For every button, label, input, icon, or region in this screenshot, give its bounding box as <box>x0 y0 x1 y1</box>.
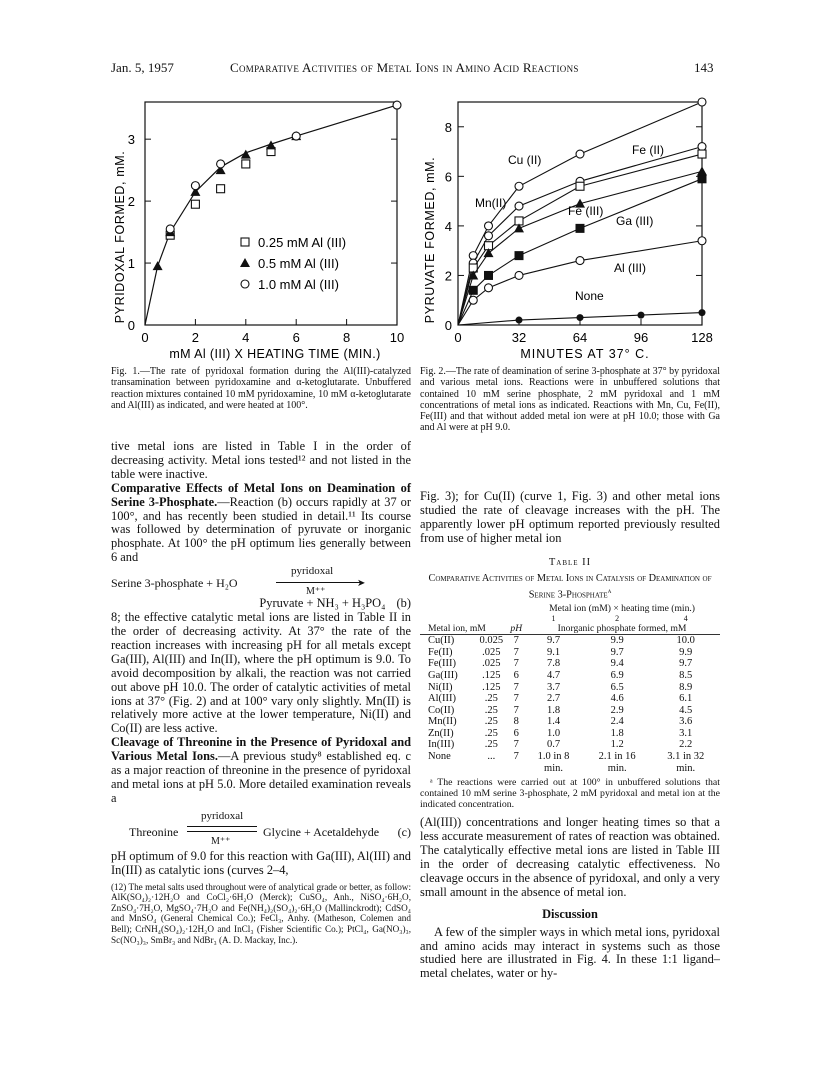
y-tick-label: 1 <box>127 256 135 272</box>
data-point <box>485 222 493 230</box>
table-cell: Co(II) <box>428 704 455 716</box>
data-table <box>420 603 720 774</box>
table-cell: 9.7 <box>679 658 693 670</box>
table-cell: ... <box>487 751 496 763</box>
data-point <box>217 185 225 193</box>
data-point <box>191 200 199 208</box>
table-cell <box>474 763 508 775</box>
paragraph: tive metal ions are listed in Table I in the order of decreasing activity. Metal ions tested¹² and not listed in the table were inactive. <box>111 439 411 481</box>
fig2-xlabel: MINUTES AT 37° C. <box>520 347 650 361</box>
table-cell: 2.1 in 16 <box>598 751 636 763</box>
curve-label: Mn(II) <box>475 196 507 210</box>
table-cell: .25 <box>484 739 498 751</box>
data-point <box>485 232 493 240</box>
table-cell: 1.8 <box>610 727 624 739</box>
table-cell: 9.4 <box>610 658 624 670</box>
table-subhead: 1 <box>551 613 556 623</box>
legend-marker <box>241 280 249 288</box>
table-cell: 6 <box>513 727 519 739</box>
right-column <box>420 490 720 981</box>
table-cell: 1.8 <box>546 704 561 716</box>
data-point <box>576 150 584 158</box>
table-cell: .25 <box>484 704 498 716</box>
page-number: 143 <box>694 60 714 75</box>
table-cell: 6 <box>513 669 519 681</box>
running-date: Jan. 5, 1957 <box>111 60 174 75</box>
table-cell: 2.7 <box>546 693 561 705</box>
data-point <box>576 182 584 190</box>
curve-label: Cu (II) <box>508 153 542 167</box>
footnote: (12) The metal salts used throughout were of analytical grade or better, as follow: AlK(SO₄)₂·12H₂O and CoCl₂·6H₂O (Merck); CuSO₄, Anh., NiSO₄·6H₂O, ZnSO₄·7H₂O, MgSO₄·7H₂O and Fe(NH₄)₂(SO₄)₂·6H₂O (Mallinckrodt); CdSO₄ and MnSO₄ (General Chemical Co.); FeCl₃, Anhy. (Matheson, Colemen and Bell); CrNH₄(SO₄)₂·12H₂O and InCl₃ (Fisher Scientific Co.); PtCl₄, Ga(NO₃)₃, Sc(NO₃)₃, SmBr₃ and NdBr₃ (A. D. Mackay, Inc.). <box>111 881 411 945</box>
curve-label: None <box>575 289 604 303</box>
table-cell: 9.7 <box>610 646 624 658</box>
data-point <box>516 317 523 324</box>
table-cell: 2.9 <box>610 704 624 716</box>
table-cell: None <box>428 751 451 763</box>
equation-catalyst: pyridoxal <box>201 809 244 822</box>
table-row <box>420 705 720 717</box>
curve-label: Al (III) <box>614 261 646 275</box>
table-cell: 7.8 <box>546 658 561 670</box>
data-point <box>166 225 174 233</box>
data-point <box>292 132 300 140</box>
equation-left: Threonine <box>129 824 179 839</box>
table-cell: 3.7 <box>546 681 561 693</box>
table-label: Table II <box>548 556 592 568</box>
table-cell: 10.0 <box>676 635 695 647</box>
table-cell: 4.7 <box>546 669 561 681</box>
table-cell: 7 <box>513 751 519 763</box>
paragraph: (Al(III)) concentrations and longer heating times so that a less accurate measurement of rates of reaction was obtained. The catalytically effective metal ions are listed in Table III in the order of decreasing catalytic effectiveness. No cleavage occurs in the absence of pyridoxal, and only a very small amount in the absence of metal ion. <box>420 815 720 899</box>
table-cell: min. <box>676 762 696 774</box>
data-point <box>576 224 584 232</box>
table-cell: .125 <box>482 681 501 693</box>
data-point <box>191 182 199 190</box>
equation-metal: M⁺⁺ <box>306 586 326 598</box>
table-cell: Al(III) <box>428 693 456 705</box>
table-cell: 2.2 <box>679 739 693 751</box>
running-title: Comparative Activities of Metal Ions in Amino Acid Reactions <box>230 60 579 75</box>
table-cell <box>420 763 474 775</box>
table-cell: 8.5 <box>679 669 693 681</box>
table-cell: .25 <box>484 716 498 728</box>
table-cell: 1.0 in 8 <box>537 751 570 763</box>
table-cell: .25 <box>484 693 498 705</box>
table-row <box>420 763 720 775</box>
legend-label: 0.5 mM Al (III) <box>258 256 339 271</box>
data-point <box>217 160 225 168</box>
table-cell: .025 <box>482 658 501 670</box>
table-cell: 0.025 <box>479 635 504 647</box>
table-title: Comparative Activities of Metal Ions in Catalysis of Deamination of Serine 3-Phosphate$^a$ <box>428 572 712 600</box>
data-point <box>485 284 493 292</box>
table-cell: Ga(III) <box>428 669 458 681</box>
figure-1-caption: Fig. 1.—The rate of pyridoxal formation during the Al(III)-catalyzed transamination between pyridoxamine and α-ketoglutarate. Unbuffered reaction mixtures contained 10 mM pyridoxamine, 10 mM α-ketoglutarate and Al(III) as indicated, and were heated at 100°. <box>111 366 411 411</box>
table-cell: In(III) <box>428 739 455 751</box>
x-tick-label: 32 <box>511 330 527 345</box>
table-cell: 7 <box>513 658 519 670</box>
data-point <box>638 312 645 319</box>
table-row <box>420 739 720 751</box>
y-tick-label: 4 <box>444 218 452 234</box>
section-heading: Comparative Effects of Metal Ions on Deamination of Serine 3-Phosphate. <box>111 480 411 509</box>
table-cell: .25 <box>484 727 498 739</box>
y-tick-label: 3 <box>127 132 135 148</box>
legend-marker <box>240 258 250 267</box>
table-cell: 6.9 <box>610 669 624 681</box>
equation-metal: M⁺⁺ <box>211 835 231 847</box>
legend-marker <box>241 238 249 246</box>
paragraph: A few of the simpler ways in which metal ions, pyridoxal and amino acids may interact in systems such as those studied here are illustrated in Fig. 4. In these 1:1 ligand–metal chelates, water or hy- <box>420 924 720 981</box>
section-heading: Cleavage of Threonine in the Presence of Pyridoxal and Various Metal Ions. <box>111 735 411 764</box>
figure-1-chart <box>100 92 420 362</box>
equation-right: Glycine + Acetaldehyde <box>263 824 380 839</box>
table-cell: 3.1 <box>679 727 693 739</box>
y-tick-label: 2 <box>444 268 452 284</box>
x-tick-label: 8 <box>342 330 351 345</box>
table-col-header: Inorganic phosphate formed, mM <box>557 622 687 634</box>
data-point <box>153 261 163 270</box>
table-cell: 3.6 <box>679 716 693 728</box>
table-cell: Fe(II) <box>428 646 453 658</box>
paragraph: —A previous study⁸ established eq. c as a major reaction of threonine in the presence of pyridoxal and metal ions at pH 5.0. More detailed examination reveals a <box>111 749 411 805</box>
arrow-head-icon: ➤ <box>357 578 366 590</box>
table-cell: 9.9 <box>610 635 624 647</box>
table-row <box>420 635 720 647</box>
data-point <box>698 143 706 151</box>
x-tick-label: 0 <box>141 330 149 345</box>
y-tick-label: 6 <box>444 169 452 185</box>
data-point <box>699 309 706 316</box>
table-row <box>420 658 720 670</box>
fig1-ylabel: PYRIDOXAL FORMED, mM. <box>113 150 127 324</box>
figure-1-plot-area <box>128 101 404 345</box>
table-cell: 9.9 <box>679 646 693 658</box>
y-tick-label: 8 <box>444 119 452 135</box>
data-point <box>576 257 584 265</box>
equation-b-products <box>111 597 411 611</box>
table-cell: 8.9 <box>679 681 693 693</box>
table-row <box>420 716 720 728</box>
table-cell: 6.1 <box>679 693 693 705</box>
table-cell: 6.5 <box>610 681 624 693</box>
reaction-arrow <box>276 582 361 583</box>
table-cell: 7 <box>513 646 519 658</box>
data-point <box>469 296 477 304</box>
equation-right: Pyruvate + NH₃ + H₃PO₄ <box>259 596 386 611</box>
table-cell: Mn(II) <box>428 716 457 728</box>
data-point <box>485 271 493 279</box>
table-cell: 2.4 <box>610 716 624 728</box>
data-point <box>515 182 523 190</box>
table-row <box>420 693 720 705</box>
x-tick-label: 4 <box>242 330 250 345</box>
table-col-header: Metal ion, mM <box>428 622 486 634</box>
table-cell: 9.7 <box>546 635 561 647</box>
series-line <box>458 241 702 325</box>
curve-label: Fe (II) <box>632 143 664 157</box>
data-point <box>515 271 523 279</box>
y-tick-label: 2 <box>127 194 135 210</box>
table-cell: Ni(II) <box>428 681 453 693</box>
equation-c <box>111 810 411 850</box>
fit-curve <box>145 105 397 325</box>
data-point <box>393 101 401 109</box>
data-point <box>698 237 706 245</box>
reaction-arrow-reverse <box>187 831 257 832</box>
figure-2-plot-area <box>445 98 713 345</box>
table-cell: Zn(II) <box>428 727 454 739</box>
table-cell: min. <box>544 762 564 774</box>
table-cell: 7 <box>513 681 519 693</box>
equation-catalyst: pyridoxal <box>291 565 334 578</box>
data-point <box>698 98 706 106</box>
table-row <box>420 682 720 694</box>
legend-label: 1.0 mM Al (III) <box>258 277 339 292</box>
left-column <box>111 440 411 945</box>
equation-tag: (b) <box>396 596 411 611</box>
table-cell: .125 <box>482 669 501 681</box>
table-span-header: Metal ion (mM) × heating time (min.) <box>549 602 695 614</box>
y-tick-label: 0 <box>127 318 135 333</box>
curve-label: Fe (III) <box>568 204 604 218</box>
fig2-ylabel: PYRUVATE FORMED, mM. <box>423 156 437 324</box>
table-subhead: 4 <box>683 613 688 623</box>
x-tick-label: 0 <box>454 330 462 345</box>
table-cell: 7 <box>513 635 519 647</box>
data-point <box>697 166 707 175</box>
y-tick-label: 0 <box>444 318 452 333</box>
table-cell: Fe(III) <box>428 658 456 670</box>
fig1-xlabel: mM Al (III) X HEATING TIME (MIN.) <box>169 347 381 361</box>
x-tick-label: 10 <box>389 330 405 345</box>
table-cell: 7 <box>513 693 519 705</box>
section-heading: Discussion <box>542 906 598 921</box>
table-cell: 1.2 <box>610 739 624 751</box>
data-point <box>698 175 706 183</box>
x-tick-label: 96 <box>633 330 649 345</box>
paragraph: —Reaction (b) occurs rapidly at 37 or 100°, and has recently been studied in detail.¹¹ Its course was followed by determination of pyruvate or inorganic phosphate. At 100° the pH optimum lies generally between 6 and <box>111 494 411 565</box>
table-footnote: ᵃ The reactions were carried out at 100° in unbuffered solutions that contained 10 mM serine 3-phosphate, 2 mM pyridoxal and metal ion at the indicated concentration. <box>420 777 720 811</box>
table-cell <box>508 763 524 775</box>
x-tick-label: 64 <box>572 330 588 345</box>
figure-2-chart <box>420 92 720 362</box>
table-cell: 0.7 <box>546 739 561 751</box>
paragraph: pH optimum of 9.0 for this reaction with Ga(III), Al(III) and In(III) as catalytic ions (curves 2–4, <box>111 848 411 877</box>
table-col-header: pH <box>510 622 523 634</box>
table-cell: min. <box>607 762 627 774</box>
table-cell: 7 <box>513 739 519 751</box>
data-point <box>242 160 250 168</box>
data-point <box>698 150 706 158</box>
table-cell: 4.5 <box>679 704 693 716</box>
legend-label: 0.25 mM Al (III) <box>258 235 347 250</box>
table-cell: 9.1 <box>546 646 561 658</box>
table-cell: 4.6 <box>610 693 624 705</box>
x-tick-label: 2 <box>191 330 200 345</box>
equation-tag: (c) <box>397 824 411 839</box>
table-cell: 7 <box>513 704 519 716</box>
table-cell: 1.0 <box>546 727 561 739</box>
table-row <box>420 670 720 682</box>
x-tick-label: 6 <box>292 330 300 345</box>
table-cell: Cu(II) <box>428 635 455 647</box>
curve-label: Ga (III) <box>616 214 654 228</box>
equation-left: Serine 3-phosphate + H₂O <box>111 576 238 591</box>
data-point <box>577 314 584 321</box>
paragraph: Fig. 3); for Cu(II) (curve 1, Fig. 3) and other metal ions studied the rate of cleavage increases with the pH. The apparently lower pH optimum reported previously resulted from use of higher metal ion <box>420 489 720 545</box>
table-cell: 3.1 in 32 <box>667 751 705 763</box>
table-row <box>420 728 720 740</box>
table-cell: .025 <box>482 646 501 658</box>
paragraph: 8; the effective catalytic metal ions are listed in Table II in the order of decreasing activity. At 37° the rate of the reaction increases with increasing pH for all metals except Ga(III), Al(III) and In(II), where the pH optimum is 9.0. To avoid decomposition by alkali, the reaction was not carried out above pH 10.0. The order of catalytic activities of metal ions at 37° (Fig. 2) and at 100° vary only slightly. Mn(II) is relatively more active at the lower temperature, Ni(II) and Co(II) are less active. <box>111 610 411 736</box>
x-tick-label: 128 <box>691 330 713 345</box>
data-point <box>469 286 477 294</box>
reaction-arrow-forward <box>187 826 257 827</box>
data-point <box>515 252 523 260</box>
data-point <box>515 202 523 210</box>
table-row <box>420 751 720 763</box>
table-cell: 1.4 <box>546 716 561 728</box>
figure-2-caption: Fig. 2.—The rate of deamination of serine 3-phosphate at 37° by pyridoxal and various metal ions. Reactions were in unbuffered solutions that contained 10 mM serine phosphate, 2 mM pyridoxal and 1 mM concentrations of metal ions as indicated. Reactions with Mn, Cu, Fe(II), Fe(III) and that without added metal ion were at pH 10.0; those with Ga and Al were at pH 9.0. <box>420 366 720 434</box>
table-cell: 8 <box>513 716 519 728</box>
table-row <box>420 647 720 659</box>
table-subhead: 2 <box>615 613 620 623</box>
equation-b <box>111 567 411 597</box>
